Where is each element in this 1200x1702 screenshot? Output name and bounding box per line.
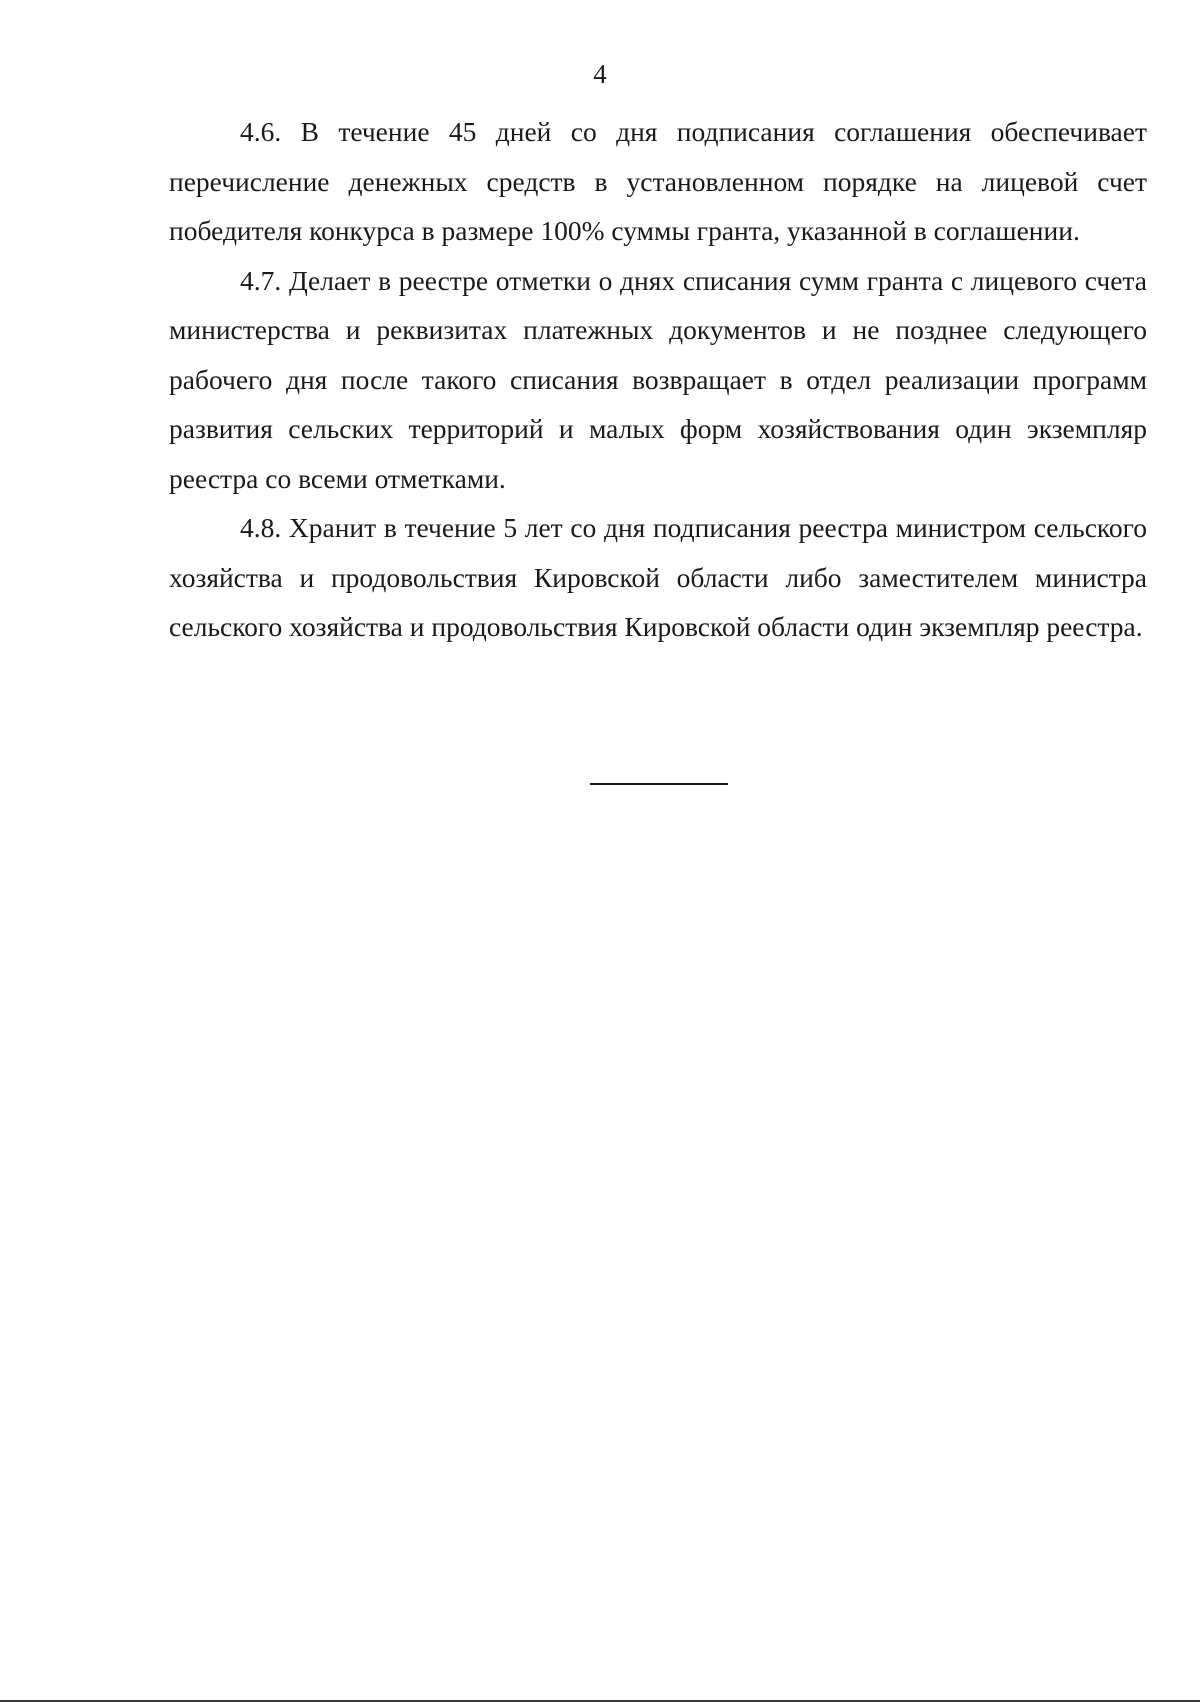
closing-rule [590,783,728,785]
document-body [169,107,1147,652]
paragraph-4-6: 4.6. В течение 45 дней со дня подписания соглашения обеспечивает перечисление денежных средств в установленном порядке на лицевой счет победителя конкурса в размере 100% суммы гранта, указанной в соглашении. [169,116,1147,246]
paragraph-4-8: 4.8. Хранит в течение 5 лет со дня подписания реестра министром сельского хозяйства и продовольствия Кировской области либо заместителем министра сельского хозяйства и продовольствия Кировской области один экземпляр реестра. [169,512,1147,642]
page-number: 4 [593,59,607,89]
paragraph-4-7: 4.7. Делает в реестре отметки о днях списания сумм гранта с лицевого счета министерства и реквизитах платежных документов и не позднее следующего рабочего дня после такого списания возвращает в отдел реализации программ развития сельских территорий и малых форм хозяйствования один экземпляр реестра со всеми отметками. [169,264,1147,494]
